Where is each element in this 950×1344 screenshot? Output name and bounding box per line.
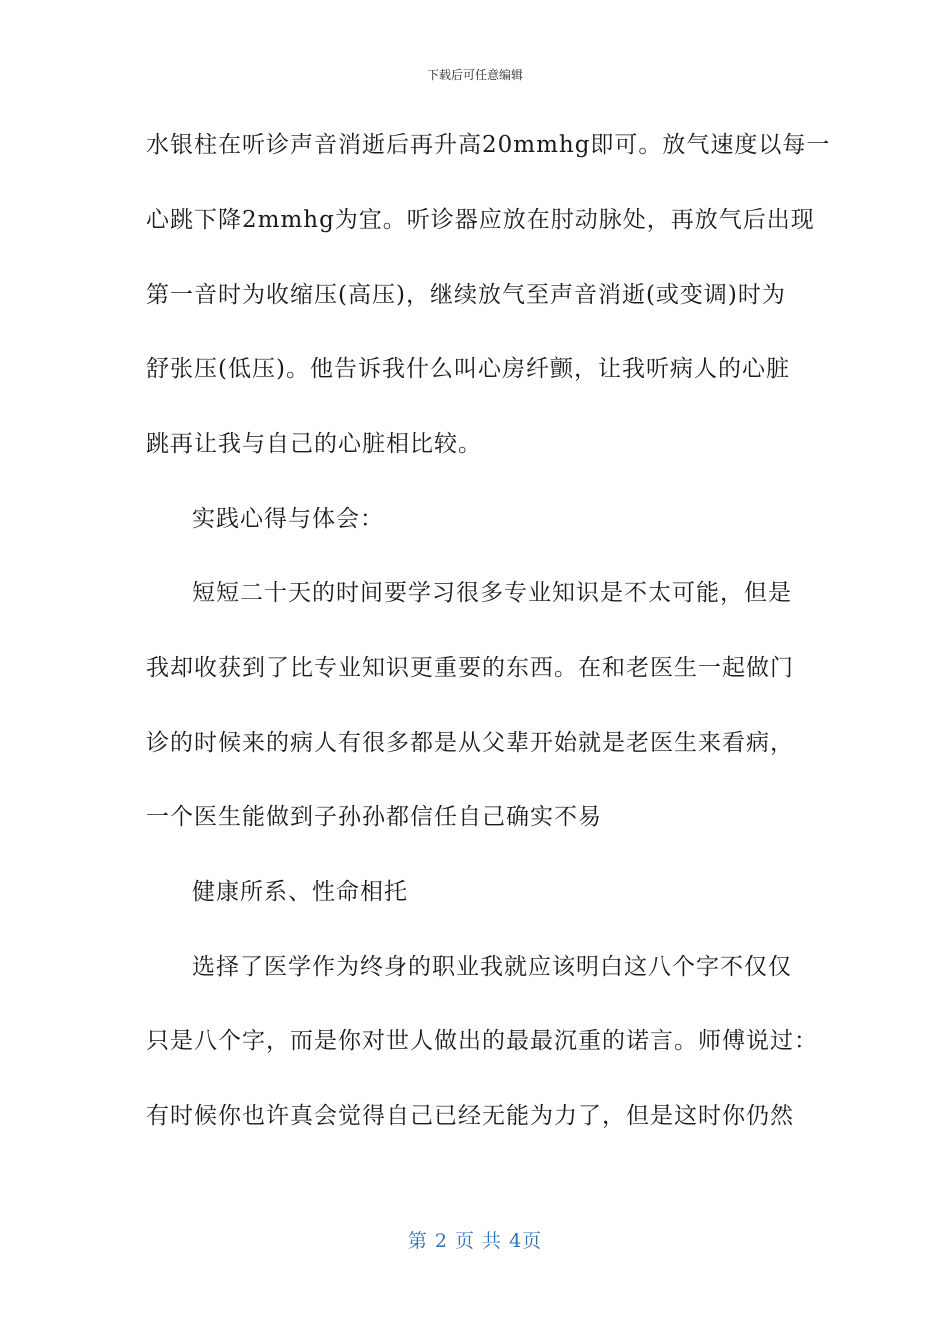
page-header: 下载后可任意编辑 xyxy=(426,68,523,82)
body-line: 跳再让我与自己的心脏相比较。 xyxy=(146,431,482,457)
body-line: 心跳下降2mmhg为宜。听诊器应放在肘动脉处，再放气后出现 xyxy=(146,207,815,233)
body-line: 一个医生能做到子孙孙都信任自己确实不易 xyxy=(146,804,602,830)
body-line: 有时候你也许真会觉得自己已经无能为力了，但是这时你仍然 xyxy=(146,1103,794,1129)
section-heading: 实践心得与体会： xyxy=(192,506,384,532)
paragraph-first-line: 选择了医学作为终身的职业我就应该明白这八个字不仅仅 xyxy=(192,954,792,980)
section-heading: 健康所系、性命相托 xyxy=(192,879,408,905)
body-line: 诊的时候来的病人有很多都是从父辈开始就是老医生来看病， xyxy=(146,730,794,756)
body-line: 水银柱在听诊声音消逝后再升高20mmhg即可。放气速度以每一 xyxy=(146,132,831,158)
page-number-footer: 第 2 页 共 4页 xyxy=(407,1230,543,1252)
body-line: 我却收获到了比专业知识更重要的东西。在和老医生一起做门 xyxy=(146,655,794,681)
body-line: 舒张压(低压)。他告诉我什么叫心房纤颤，让我听病人的心脏 xyxy=(146,356,790,382)
body-line: 第一音时为收缩压(高压)，继续放气至声音消逝(或变调)时为 xyxy=(146,282,786,308)
paragraph-first-line: 短短二十天的时间要学习很多专业知识是不太可能，但是 xyxy=(192,580,792,606)
body-line: 只是八个字，而是你对世人做出的最最沉重的诺言。师傅说过： xyxy=(146,1028,818,1054)
